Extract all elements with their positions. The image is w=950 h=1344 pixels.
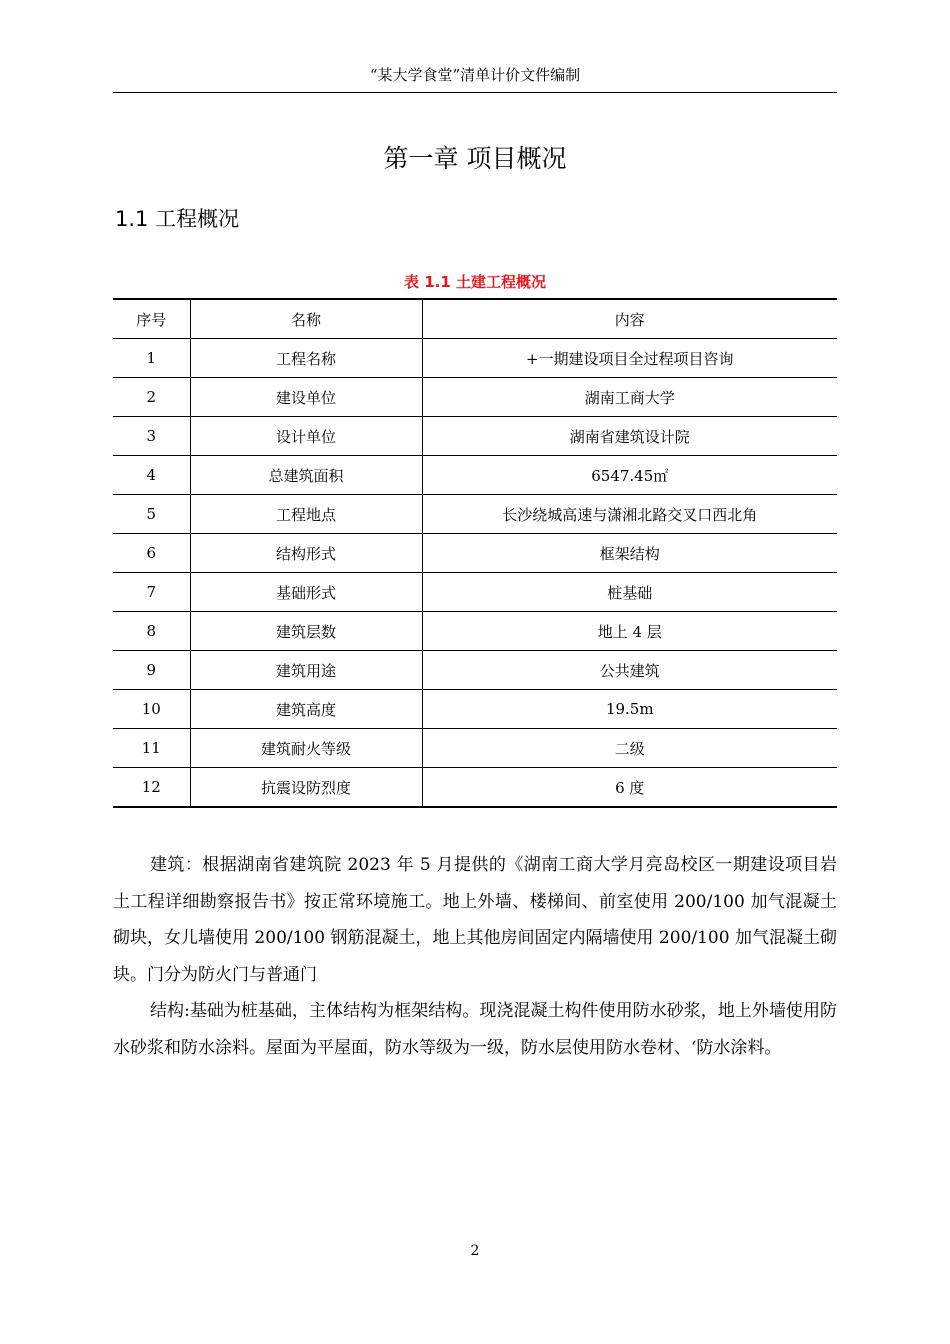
cell-content: 湖南工商大学 [422, 378, 837, 417]
cell-name: 抗震设防烈度 [190, 768, 422, 808]
cell-name: 基础形式 [190, 573, 422, 612]
cell-content: 二级 [422, 729, 837, 768]
table-row [113, 378, 837, 417]
table-row [113, 768, 837, 808]
table-row [113, 534, 837, 573]
chapter-title: 第一章 项目概况 [383, 144, 567, 173]
cell-no: 4 [113, 456, 190, 495]
cell-name: 建筑高度 [190, 690, 422, 729]
cell-content: 桩基础 [422, 573, 837, 612]
cell-name: 结构形式 [190, 534, 422, 573]
cell-no: 2 [113, 378, 190, 417]
column-header-content: 内容 [422, 299, 837, 339]
table-row [113, 495, 837, 534]
cell-no: 5 [113, 495, 190, 534]
paragraph-architecture: 建筑：根据湖南省建筑院 2023 年 5 月提供的《湖南工商大学月亮岛校区一期建设项目岩土工程详细勘察报告书》按正常环境施工。地上外墙、楼梯间、前室使用 200/100 加气混凝土砌块，女儿墙使用 200/100 钢筋混凝土，地上其他房间固定内隔墙使用 200/100 加气混凝土砌块。门分为防火门与普通门 [113, 855, 837, 985]
cell-name: 工程地点 [190, 495, 422, 534]
cell-name: 建筑耐火等级 [190, 729, 422, 768]
cell-content: 长沙绕城高速与潇湘北路交叉口西北角 [422, 495, 837, 534]
header-title: “某大学食堂”清单计价文件编制 [369, 66, 581, 84]
page-header [113, 62, 837, 93]
table-row [113, 417, 837, 456]
table-row [113, 651, 837, 690]
table-header-row [113, 299, 837, 339]
table-row [113, 339, 837, 378]
cell-content: +一期建设项目全过程项目咨询 [422, 339, 837, 378]
cell-content: 框架结构 [422, 534, 837, 573]
body-text [113, 847, 837, 1066]
cell-no: 7 [113, 573, 190, 612]
cell-content: 6547.45㎡ [422, 456, 837, 495]
cell-name: 工程名称 [190, 339, 422, 378]
cell-content: 地上 4 层 [422, 612, 837, 651]
column-header-name: 名称 [190, 299, 422, 339]
table-row [113, 612, 837, 651]
table-caption: 表 1.1 土建工程概况 [403, 273, 547, 291]
cell-content: 6 度 [422, 768, 837, 808]
cell-no: 3 [113, 417, 190, 456]
section-title: 1.1 工程概况 [115, 207, 240, 231]
page-number: 2 [470, 1243, 480, 1259]
cell-name: 建筑用途 [190, 651, 422, 690]
cell-no: 9 [113, 651, 190, 690]
column-header-no: 序号 [113, 299, 190, 339]
table-row [113, 456, 837, 495]
table-row [113, 729, 837, 768]
table-row [113, 573, 837, 612]
cell-no: 6 [113, 534, 190, 573]
cell-no: 11 [113, 729, 190, 768]
cell-name: 建筑层数 [190, 612, 422, 651]
cell-name: 设计单位 [190, 417, 422, 456]
cell-content: 湖南省建筑设计院 [422, 417, 837, 456]
cell-content: 公共建筑 [422, 651, 837, 690]
cell-no: 8 [113, 612, 190, 651]
cell-name: 建设单位 [190, 378, 422, 417]
project-overview-table [113, 298, 837, 808]
table-row [113, 690, 837, 729]
cell-no: 1 [113, 339, 190, 378]
cell-content: 19.5m [422, 690, 837, 729]
cell-no: 12 [113, 768, 190, 808]
cell-no: 10 [113, 690, 190, 729]
cell-name: 总建筑面积 [190, 456, 422, 495]
paragraph-structure: 结构:基础为桩基础，主体结构为框架结构。现浇混凝土构件使用防水砂浆，地上外墙使用防水砂浆和防水涂料。屋面为平屋面，防水等级为一级，防水层使用防水卷材、‘防水涂料。 [113, 1001, 837, 1058]
